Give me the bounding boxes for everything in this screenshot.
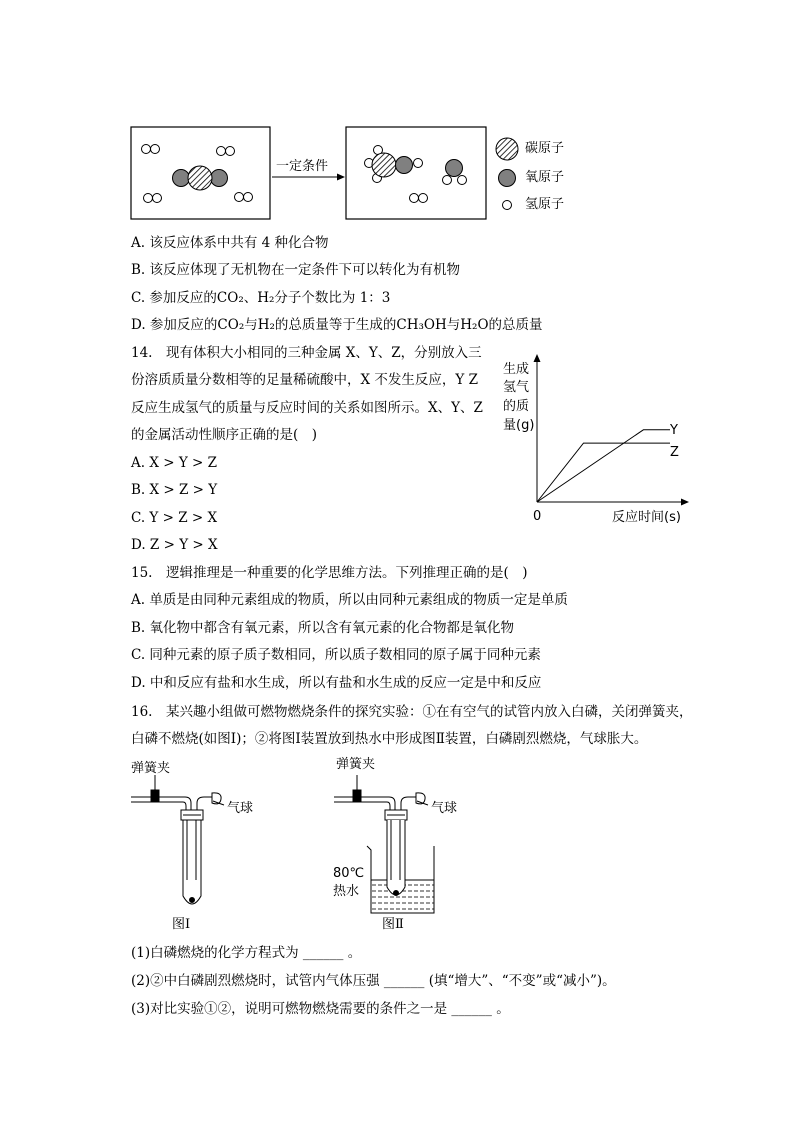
products-box [346,127,486,219]
legend-oxygen-label: 氧原子 [525,170,565,185]
chart-xlabel: 反应时间(s) [612,510,681,525]
x-axis-arrow [681,499,689,506]
q16-stem-line-2: 白磷不燃烧(如图Ⅰ)；②将图Ⅰ装置放到热水中形成图Ⅱ装置，白磷剧烈燃烧，气球胀大。 [131,731,648,747]
chart-ylabel-line-1: 生成 [503,362,530,377]
q13-option-a: A. 该反应体系中共有 4 种化合物 [131,235,329,251]
q16-subquestion-1: (1)白磷燃烧的化学方程式为 ______ 。 [131,945,362,961]
chart-ylabel-line-2: 氢气 [503,380,530,395]
h2o-molecule [443,160,467,185]
q14-stem-line-2: 份溶质质量分数相等的足量稀硫酸中，X 不发生反应，Y Z [131,372,478,388]
fig2-water-label: 热水 [333,884,360,899]
apparatus-figure-1 [131,775,224,904]
chart [534,354,690,506]
q14-stem-line-3: 反应生成氢气的质量与反应时间的关系如图所示。X、Y、Z [131,400,483,416]
white-phosphorus [190,898,195,903]
legend-carbon-label: 碳原子 [525,141,565,156]
ch3oh-molecule [365,146,423,183]
test-tube [183,820,201,904]
fig1-balloon-label: 气球 [227,801,254,816]
q14-option-b: B. X > Z > Y [131,482,218,498]
q14-option-d: D. Z > Y > X [131,537,218,553]
clip-body [353,790,361,802]
legend-oxygen-icon [499,170,516,187]
series-label-y: Y [670,423,678,438]
series-line-z [537,443,670,502]
q15-option-b: B. 氧化物中都含有氧元素，所以含有氧元素的化合物都是氧化物 [131,620,515,636]
h2-molecule [144,194,162,203]
chart-ylabel-line-3: 的质 [503,399,530,414]
q13-option-b: B. 该反应体现了无机物在一定条件下可以转化为有机物 [131,262,461,278]
y-axis-arrow [534,354,541,362]
fig2-clip-label: 弹簧夹 [336,757,376,772]
fig1-clip-label: 弹簧夹 [131,761,171,776]
legend-carbon-icon [496,138,518,160]
q13-option-d: D. 参加反应的CO₂与H₂的总质量等于生成的CH₃OH与H₂O的总质量 [131,317,543,333]
q15-stem: 15. 逻辑推理是一种重要的化学思维方法。下列推理正确的是( ) [131,565,528,581]
q14-option-c: C. Y > Z > X [131,510,218,526]
q13-option-c: C. 参加反应的CO₂、H₂分子个数比为 1：3 [131,290,391,306]
q16-subquestion-3: (3)对比实验①②，说明可燃物燃烧需要的条件之一是 ______ 。 [131,1001,510,1017]
delivery-tube [131,797,191,810]
balloon-neck [401,797,416,810]
balloon-neck [197,797,212,810]
h2-molecule [235,193,253,202]
fig2-temp-label: 80℃ [333,866,365,881]
q16-subquestion-2: (2)②中白磷剧烈燃烧时，试管内气体压强 ______ (填“增大”、“不变”或“减小”)。 [131,973,616,989]
fig1-caption: 图Ⅰ [172,917,191,932]
legend-hydrogen-icon [503,201,512,210]
fig2-caption: 图Ⅱ [382,917,404,932]
co2-molecule [173,166,228,190]
test-tube [387,820,405,895]
q15-option-c: C. 同种元素的原子质子数相同，所以质子数相同的原子属于同种元素 [131,647,541,663]
q15-option-d: D. 中和反应有盐和水生成，所以有盐和水生成的反应一定是中和反应 [131,675,542,691]
clip-body [151,790,159,802]
q14-stem-line-4: 的金属活动性顺序正确的是( ) [131,427,318,443]
chart-origin-label: 0 [533,509,542,524]
h2-molecule [142,145,160,154]
delivery-tube [334,797,395,810]
chart-ylabel-line-4: 量(g) [503,418,535,433]
h2-molecule [410,194,428,203]
h2-molecule [217,147,235,156]
white-phosphorus [394,891,399,896]
legend-hydrogen-label: 氢原子 [525,197,565,212]
fig2-balloon-label: 气球 [431,801,458,816]
arrow-label: 一定条件 [276,159,329,174]
series-label-z: Z [670,445,679,460]
q14-stem-line-1: 14. 现有体积大小相同的三种金属 X、Y、Z，分别放入三 [131,345,482,361]
q14-option-a: A. X > Y > Z [131,455,218,471]
q15-option-a: A. 单质是由同种元素组成的物质，所以由同种元素组成的物质一定是单质 [131,592,568,608]
q16-stem-line-1: 16. 某兴趣小组做可燃物燃烧条件的探究实验：①在有空气的试管内放入白磷，关闭弹簧夹， [131,704,693,720]
series-line-y [537,430,670,502]
